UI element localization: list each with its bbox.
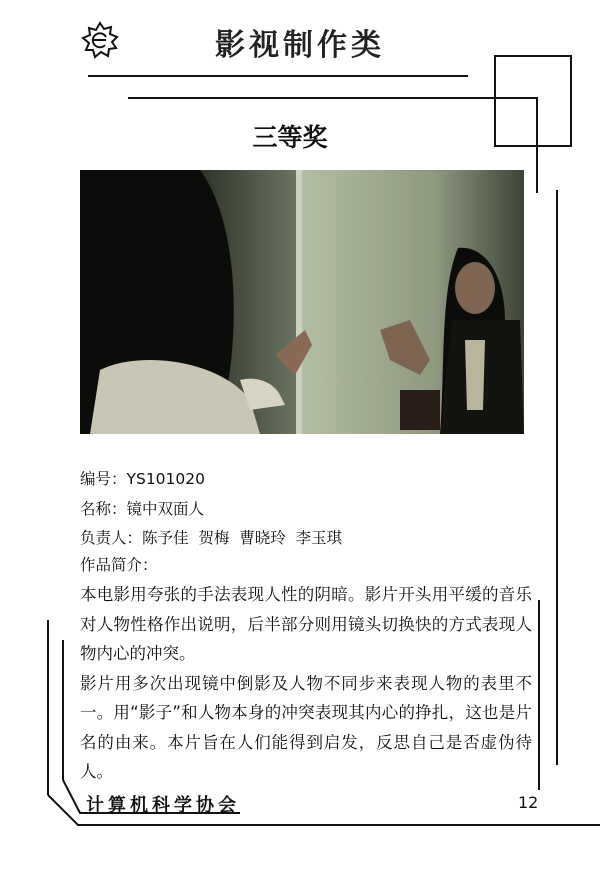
- right-border-line-inner: [538, 600, 540, 790]
- number-line: [80, 467, 205, 489]
- award-title: 三等奖: [252, 123, 328, 152]
- name-line: [80, 497, 204, 519]
- owner-line: [80, 526, 342, 548]
- header-rule: [128, 97, 538, 99]
- description-paragraph-1: 本电影用夸张的手法表现人性的阴暗。影片开头用平缓的音乐对人物性格作出说明，后半部分则用镜头切换快的方式表现人物内心的冲突。: [80, 585, 532, 663]
- number-value: YS101020: [126, 470, 205, 488]
- owner-value: 陈予佳 贺梅 曹晓玲 李玉琪: [142, 529, 343, 547]
- film-still-photo: [80, 170, 524, 434]
- page-number: 12: [518, 793, 539, 812]
- name-value: 镜中双面人: [126, 500, 205, 518]
- decorative-frame-box: [494, 55, 572, 147]
- description: [80, 580, 532, 787]
- footer-organization: 计算机科学协会: [86, 795, 240, 816]
- left-border-line: [47, 620, 49, 795]
- gear-e-logo-icon: [80, 20, 120, 60]
- intro-label: 作品简介：: [80, 556, 158, 574]
- owner-label: 负责人：: [80, 529, 143, 547]
- header-underline: [88, 75, 468, 77]
- section-title: 影视制作类: [215, 28, 385, 63]
- name-label: 名称：: [80, 500, 127, 518]
- left-border-line-inner: [62, 640, 64, 780]
- right-border-line: [556, 190, 558, 765]
- number-label: 编号：: [80, 470, 127, 488]
- description-paragraph-2: 影片用多次出现镜中倒影及人物不同步来表现人物的表里不一。用“影子”和人物本身的冲突表现其内心的挣扎，这也是片名的由来。本片旨在人们能得到启发，反思自己是否虚伪待人。: [80, 673, 532, 781]
